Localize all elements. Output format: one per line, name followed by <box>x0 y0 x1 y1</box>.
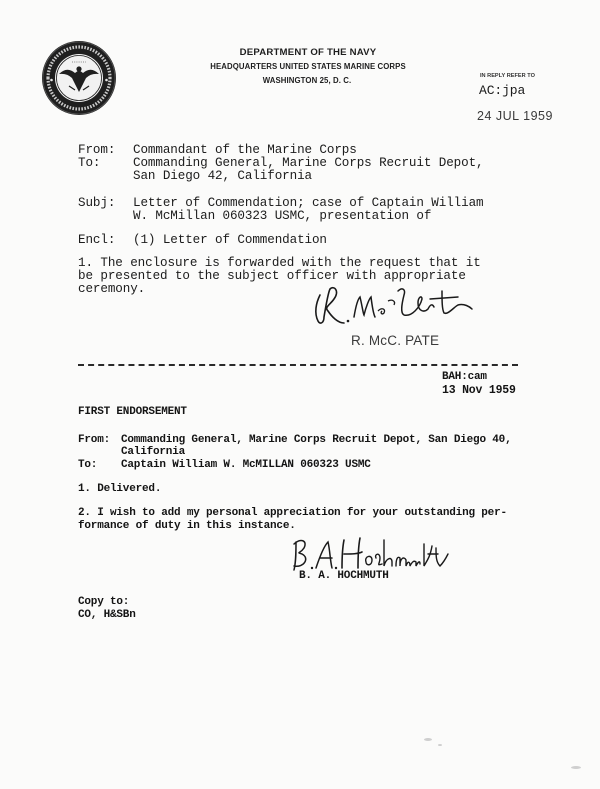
paragraph-line-1: 1. The enclosure is forwarded with the request that it <box>78 256 481 270</box>
enclosure-label: Encl: <box>78 233 116 247</box>
paper-speck <box>424 738 432 741</box>
paper-speck <box>438 744 442 746</box>
endorsement-from-label: From: <box>78 434 111 446</box>
endorsement-item-2-line-1: 2. I wish to add my personal appreciation for your outstanding per- <box>78 507 507 519</box>
endorsement-item-2-line-2: formance of duty in this instance. <box>78 520 296 532</box>
reply-refer-label: IN REPLY REFER TO <box>480 73 535 79</box>
paper-speck <box>571 766 581 769</box>
pate-signature <box>308 277 488 332</box>
headquarters-heading: HEADQUARTERS UNITED STATES MARINE CORPS <box>210 62 406 71</box>
endorsement-ref-code: BAH:cam <box>442 371 487 383</box>
hochmuth-name: B. A. HOCHMUTH <box>299 570 389 582</box>
from-value: Commandant of the Marine Corps <box>133 143 357 157</box>
to-line-2: San Diego 42, California <box>133 169 312 183</box>
department-heading: DEPARTMENT OF THE NAVY <box>239 47 377 58</box>
paragraph-line-3: ceremony. <box>78 282 146 296</box>
separator-line <box>78 364 518 366</box>
endorsement-date: 13 Nov 1959 <box>442 384 516 397</box>
endorsement-title: FIRST ENDORSEMENT <box>78 406 187 418</box>
endorsement-item-1: 1. Delivered. <box>78 483 162 495</box>
reply-code: AC:jpa <box>479 83 526 98</box>
endorsement-from-line-2: California <box>121 446 186 458</box>
subject-label: Subj: <box>78 196 116 210</box>
subject-line-1: Letter of Commendation; case of Captain William <box>133 196 484 210</box>
city-heading: WASHINGTON 25, D. C. <box>262 76 352 85</box>
date-stamp: 24 JUL 1959 <box>477 109 553 123</box>
endorsement-from-line-1: Commanding General, Marine Corps Recruit Depot, San Diego 40, <box>121 434 512 446</box>
from-label: From: <box>78 143 116 157</box>
endorsement-to-label: To: <box>78 459 98 471</box>
to-label: To: <box>78 156 101 170</box>
paragraph-line-2: be presented to the subject officer with appropriate <box>78 269 466 283</box>
to-line-1: Commanding General, Marine Corps Recruit Depot, <box>133 156 484 170</box>
subject-line-2: W. McMillan 060323 USMC, presentation of <box>133 209 432 223</box>
pate-name-stamp: R. McC. PATE <box>351 333 440 348</box>
endorsement-to-value: Captain William W. McMILLAN 060323 USMC <box>121 459 371 471</box>
enclosure-value: (1) Letter of Commendation <box>133 233 327 247</box>
copy-to-label: Copy to: <box>78 596 130 608</box>
copy-to-value: CO, H&SBn <box>78 609 136 621</box>
